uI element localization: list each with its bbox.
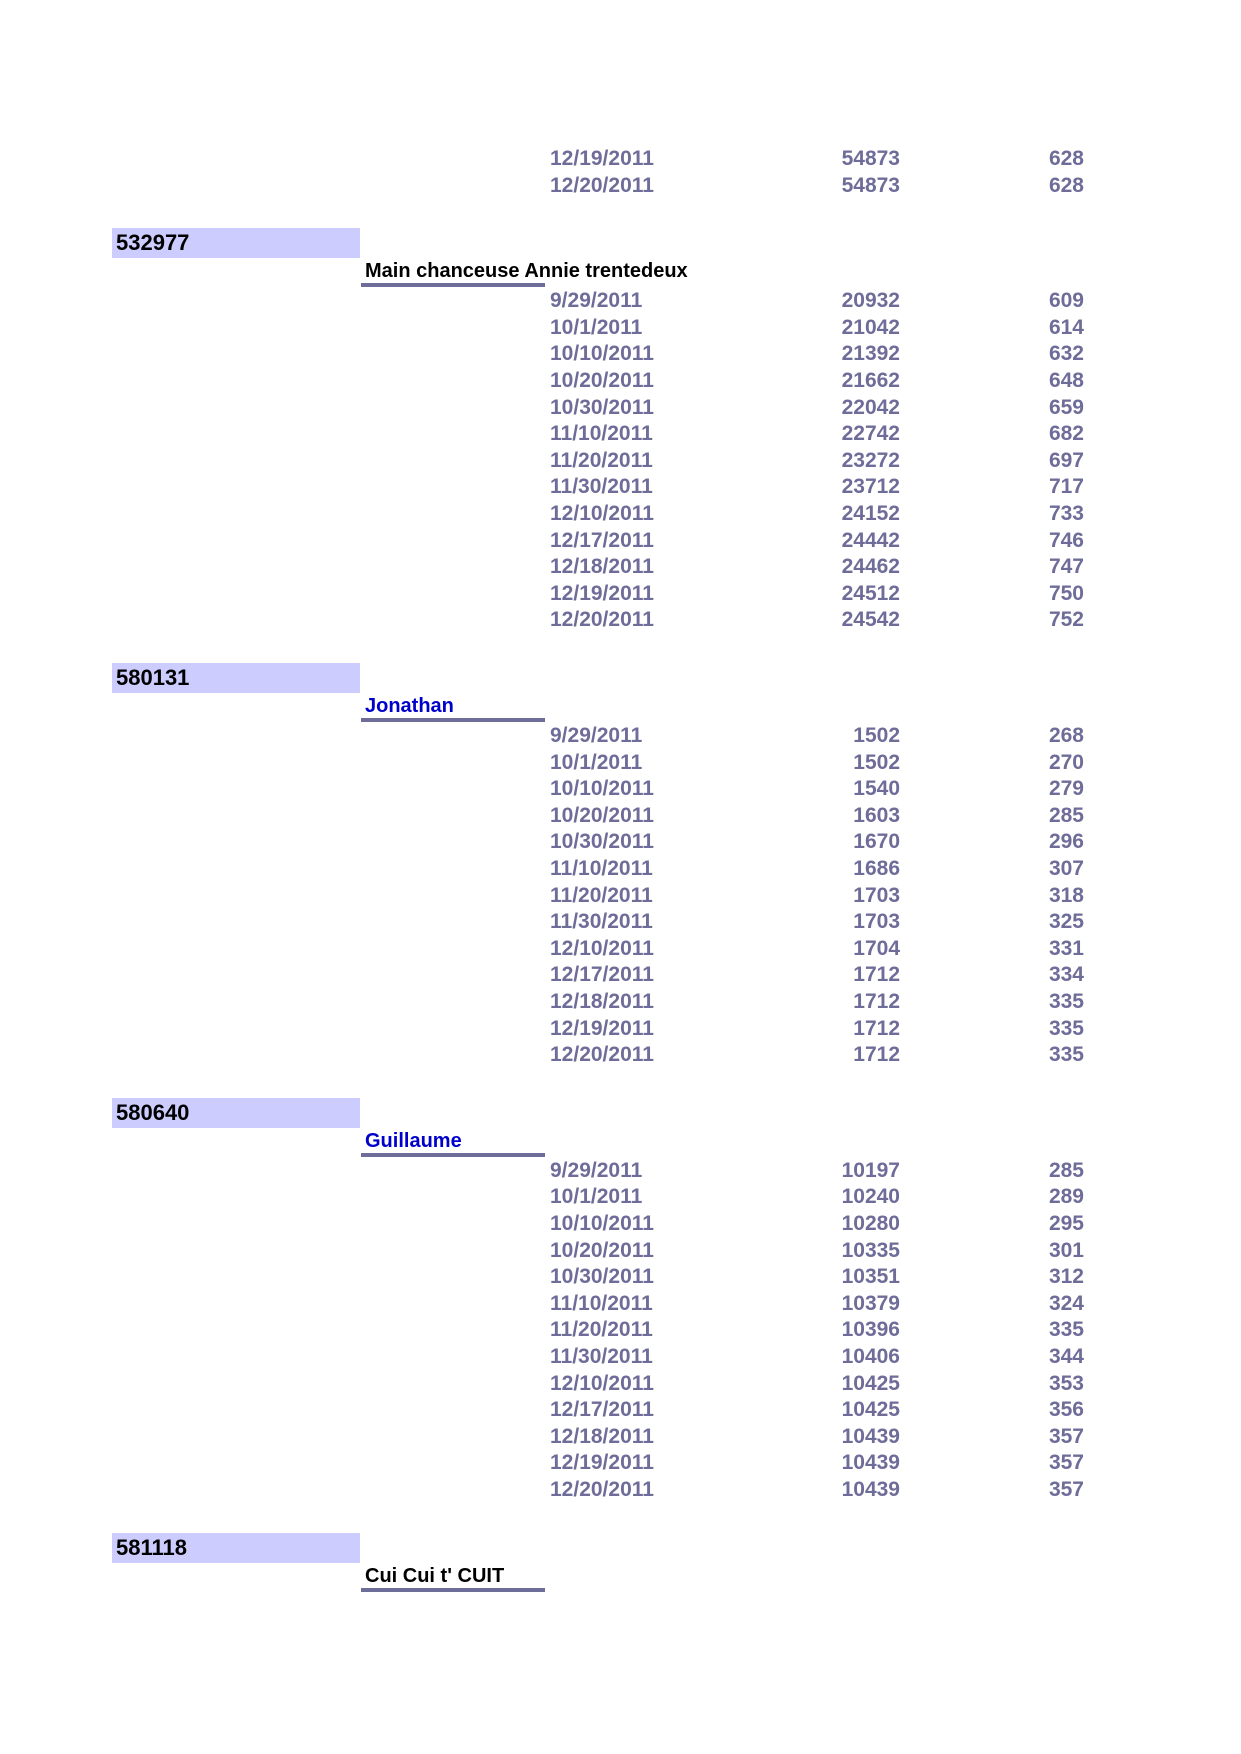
count-cell: 747: [1048, 555, 1084, 579]
value-cell: 1502: [853, 724, 900, 747]
table-row: [0, 315, 1241, 341]
date-cell: 12/10/2011: [550, 936, 654, 960]
count-cell: 331: [1048, 936, 1084, 960]
value-cell: 23712: [841, 475, 900, 499]
table-row: [0, 1238, 1241, 1264]
value-cell: 21042: [841, 315, 900, 339]
value-cell: 10379: [841, 1291, 900, 1315]
value-cell: 1704: [853, 936, 900, 960]
account-id-header: [112, 1098, 360, 1128]
value-cell: 24152: [841, 502, 900, 525]
date-cell: 12/20/2011: [550, 1043, 654, 1067]
account-name: Jonathan: [365, 695, 454, 717]
table-row: [0, 1264, 1241, 1290]
account-id: 581118: [116, 1534, 187, 1560]
date-cell: 12/20/2011: [550, 173, 654, 197]
count-cell: 335: [1048, 1016, 1084, 1040]
table-row: [0, 554, 1241, 580]
date-cell: 11/20/2011: [550, 883, 653, 907]
table-row: [0, 146, 1241, 172]
table-row: [0, 1371, 1241, 1397]
table-row: [0, 883, 1241, 909]
value-cell: 10280: [841, 1212, 900, 1235]
date-cell: 10/30/2011: [550, 395, 654, 419]
value-cell: 10439: [841, 1451, 900, 1475]
date-cell: 10/1/2011: [550, 315, 643, 339]
count-cell: 733: [1048, 502, 1084, 525]
date-cell: 10/20/2011: [550, 369, 654, 392]
count-cell: 628: [1048, 147, 1084, 170]
count-cell: 353: [1048, 1371, 1084, 1395]
count-cell: 285: [1048, 1158, 1084, 1182]
table-row: [0, 395, 1241, 421]
value-cell: 54873: [841, 147, 900, 170]
value-cell: 24512: [841, 581, 900, 605]
value-cell: 24442: [841, 528, 900, 552]
date-cell: 10/1/2011: [550, 750, 643, 774]
value-cell: 10396: [841, 1318, 900, 1342]
date-cell: 11/30/2011: [550, 910, 653, 934]
count-cell: 296: [1048, 830, 1084, 854]
value-cell: 1712: [853, 1043, 900, 1067]
count-cell: 312: [1048, 1265, 1084, 1289]
count-cell: 614: [1048, 315, 1084, 339]
count-cell: 318: [1048, 883, 1084, 907]
value-cell: 1502: [853, 750, 900, 774]
date-cell: 11/30/2011: [550, 1345, 653, 1368]
date-cell: 10/30/2011: [550, 1265, 654, 1289]
count-cell: 289: [1048, 1185, 1084, 1209]
value-cell: 1670: [853, 830, 900, 854]
table-row: [0, 1450, 1241, 1476]
count-cell: 648: [1048, 369, 1084, 392]
account-name: Main chanceuse Annie trentedeux: [365, 260, 688, 283]
table-row: [0, 1344, 1241, 1370]
count-cell: 357: [1048, 1451, 1084, 1475]
date-cell: 10/1/2011: [550, 1185, 643, 1209]
table-row: [0, 528, 1241, 554]
table-row: [0, 1184, 1241, 1210]
date-cell: 11/10/2011: [550, 1291, 653, 1315]
value-cell: 10240: [841, 1185, 900, 1209]
count-cell: 357: [1048, 1478, 1084, 1501]
count-cell: 295: [1048, 1212, 1084, 1235]
table-row: [0, 1211, 1241, 1237]
name-underline-divider: [361, 1153, 545, 1157]
date-cell: 11/20/2011: [550, 1318, 653, 1342]
table-row: [0, 1016, 1241, 1042]
account-name: Cui Cui t' CUIT: [365, 1564, 505, 1587]
value-cell: 24542: [841, 608, 900, 632]
value-cell: 1712: [853, 963, 900, 987]
table-row: [0, 1317, 1241, 1343]
table-row: [0, 723, 1241, 749]
value-cell: 10425: [841, 1371, 900, 1395]
count-cell: 632: [1048, 342, 1084, 366]
count-cell: 746: [1048, 528, 1084, 552]
count-cell: 357: [1048, 1424, 1084, 1448]
value-cell: 10439: [841, 1478, 900, 1501]
count-cell: 750: [1048, 581, 1084, 605]
date-cell: 12/19/2011: [550, 581, 654, 605]
count-cell: 270: [1048, 750, 1084, 774]
count-cell: 335: [1048, 990, 1084, 1013]
value-cell: 24462: [841, 555, 900, 579]
date-cell: 10/20/2011: [550, 803, 654, 827]
value-cell: 10425: [841, 1398, 900, 1422]
count-cell: 324: [1048, 1291, 1084, 1315]
date-cell: 9/29/2011: [550, 724, 643, 747]
date-cell: 12/18/2011: [550, 555, 654, 579]
count-cell: 752: [1048, 608, 1084, 632]
value-cell: 10439: [841, 1424, 900, 1448]
table-row: [0, 448, 1241, 474]
value-cell: 22042: [841, 395, 900, 419]
table-row: [0, 1291, 1241, 1317]
count-cell: 325: [1048, 910, 1084, 934]
value-cell: 10197: [841, 1158, 900, 1182]
date-cell: 11/30/2011: [550, 475, 653, 499]
date-cell: 12/20/2011: [550, 608, 654, 632]
table-row: [0, 776, 1241, 802]
account-id-header: [112, 228, 360, 258]
date-cell: 12/10/2011: [550, 502, 654, 525]
count-cell: 268: [1048, 724, 1084, 747]
value-cell: 20932: [841, 289, 900, 313]
table-row: [0, 909, 1241, 935]
date-cell: 12/20/2011: [550, 1478, 654, 1501]
count-cell: 682: [1048, 422, 1084, 446]
value-cell: 54873: [841, 173, 900, 197]
value-cell: 21662: [841, 369, 900, 392]
value-cell: 1703: [853, 883, 900, 907]
value-cell: 23272: [841, 448, 900, 472]
table-row: [0, 501, 1241, 527]
value-cell: 10406: [841, 1345, 900, 1368]
date-cell: 9/29/2011: [550, 1158, 643, 1182]
account-id: 580131: [116, 665, 190, 690]
table-row: [0, 421, 1241, 447]
date-cell: 10/10/2011: [550, 342, 654, 366]
table-row: [0, 1424, 1241, 1450]
date-cell: 12/18/2011: [550, 1424, 654, 1448]
table-row: [0, 173, 1241, 199]
date-cell: 12/19/2011: [550, 1016, 654, 1040]
value-cell: 1603: [853, 803, 900, 827]
table-row: [0, 936, 1241, 962]
table-row: [0, 607, 1241, 633]
date-cell: 12/17/2011: [550, 963, 654, 987]
count-cell: 356: [1048, 1398, 1084, 1422]
account-name: Guillaume: [365, 1129, 462, 1152]
table-row: [0, 750, 1241, 776]
account-id-header: [112, 1533, 360, 1563]
count-cell: 609: [1048, 289, 1084, 313]
count-cell: 285: [1048, 803, 1084, 827]
table-row: [0, 368, 1241, 394]
count-cell: 335: [1048, 1043, 1084, 1067]
date-cell: 12/17/2011: [550, 1398, 654, 1422]
table-row: [0, 962, 1241, 988]
table-row: [0, 341, 1241, 367]
date-cell: 12/10/2011: [550, 1371, 654, 1395]
account-id: 532977: [116, 230, 190, 256]
table-row: [0, 1477, 1241, 1503]
table-row: [0, 581, 1241, 607]
value-cell: 1712: [853, 990, 900, 1013]
value-cell: 1712: [853, 1016, 900, 1040]
count-cell: 697: [1048, 448, 1084, 472]
table-row: [0, 474, 1241, 500]
name-underline-divider: [361, 283, 545, 287]
date-cell: 11/10/2011: [550, 857, 653, 880]
date-cell: 12/17/2011: [550, 528, 654, 552]
count-cell: 628: [1048, 173, 1084, 197]
value-cell: 1686: [853, 857, 900, 880]
date-cell: 9/29/2011: [550, 289, 643, 313]
value-cell: 10335: [841, 1238, 900, 1262]
name-underline-divider: [361, 1588, 545, 1592]
date-cell: 12/19/2011: [550, 1451, 654, 1475]
account-id-header: [112, 663, 360, 693]
count-cell: 334: [1048, 963, 1084, 987]
count-cell: 335: [1048, 1318, 1084, 1342]
date-cell: 12/18/2011: [550, 990, 654, 1013]
date-cell: 10/10/2011: [550, 777, 654, 801]
date-cell: 10/20/2011: [550, 1238, 654, 1262]
date-cell: 11/20/2011: [550, 448, 653, 472]
value-cell: 1703: [853, 910, 900, 934]
table-row: [0, 1158, 1241, 1184]
count-cell: 307: [1048, 857, 1084, 880]
value-cell: 1540: [853, 777, 900, 801]
date-cell: 12/19/2011: [550, 147, 654, 170]
table-row: [0, 829, 1241, 855]
count-cell: 717: [1048, 475, 1084, 499]
date-cell: 11/10/2011: [550, 422, 653, 446]
count-cell: 279: [1048, 777, 1084, 801]
count-cell: 344: [1048, 1345, 1084, 1368]
account-id: 580640: [116, 1099, 190, 1125]
value-cell: 10351: [841, 1265, 900, 1289]
table-row: [0, 989, 1241, 1015]
table-row: [0, 856, 1241, 882]
name-underline-divider: [361, 718, 545, 722]
date-cell: 10/30/2011: [550, 830, 654, 854]
table-row: [0, 1042, 1241, 1068]
date-cell: 10/10/2011: [550, 1212, 654, 1235]
table-row: [0, 803, 1241, 829]
table-row: [0, 1397, 1241, 1423]
count-cell: 301: [1048, 1238, 1084, 1262]
table-row: [0, 288, 1241, 314]
value-cell: 22742: [841, 422, 900, 446]
value-cell: 21392: [841, 342, 900, 366]
count-cell: 659: [1048, 395, 1084, 419]
